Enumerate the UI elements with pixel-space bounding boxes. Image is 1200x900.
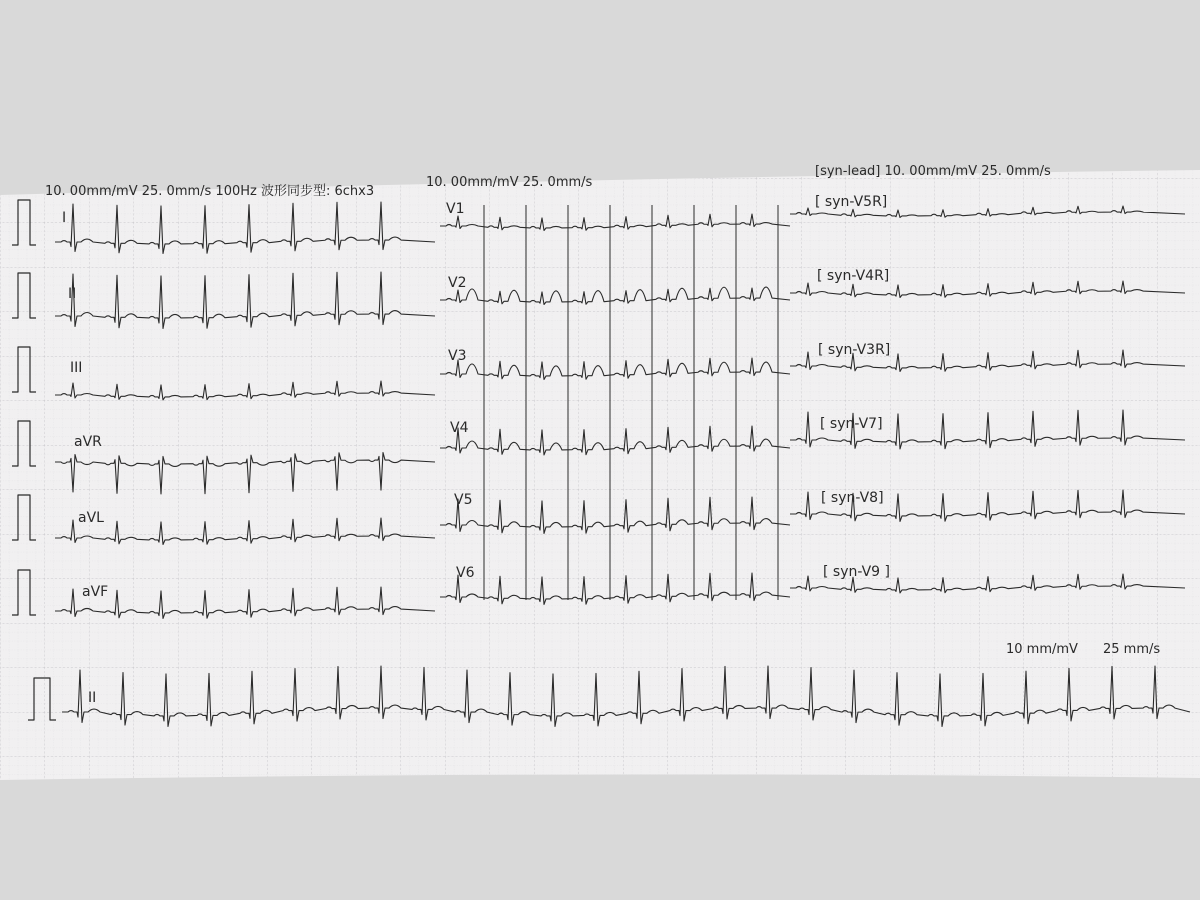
header-right-text: [syn-lead] 10. 00mm/mV 25. 0mm/s [815, 164, 1051, 179]
lead-label-rhythm: II [88, 690, 97, 706]
header-middle-text: 10. 00mm/mV 25. 0mm/s [426, 175, 593, 190]
ecg-grid [0, 170, 1200, 780]
lead-label-iii: III [70, 360, 83, 376]
lead-label-syn-1: [ syn-V5R] [815, 194, 888, 210]
header-left-text: 10. 00mm/mV 25. 0mm/s 100Hz 波形同步型: 6chx3 [45, 184, 375, 199]
lead-label-syn-6: [ syn-V9 ] [823, 564, 890, 580]
lead-label-avf: aVF [82, 584, 109, 600]
lead-label-ii: II [68, 286, 77, 302]
lead-label-i: I [62, 210, 67, 226]
lead-label-v2: V2 [448, 275, 467, 291]
rhythm-gain-text: 10 mm/mV [1006, 642, 1078, 657]
lead-label-avr: aVR [74, 434, 102, 450]
lead-label-v6: V6 [456, 565, 475, 581]
lead-label-v1: V1 [446, 201, 465, 217]
lead-label-avl: aVL [78, 510, 104, 526]
lead-label-syn-2: [ syn-V4R] [817, 268, 890, 284]
rhythm-speed-text: 25 mm/s [1103, 642, 1161, 657]
lead-label-v4: V4 [450, 420, 469, 436]
lead-label-syn-3: [ syn-V3R] [818, 342, 891, 358]
lead-label-syn-5: [ syn-V8] [821, 490, 884, 506]
lead-label-syn-4: [ syn-V7] [820, 416, 883, 432]
lead-label-v3: V3 [448, 348, 467, 364]
lead-label-v5: V5 [454, 492, 473, 508]
